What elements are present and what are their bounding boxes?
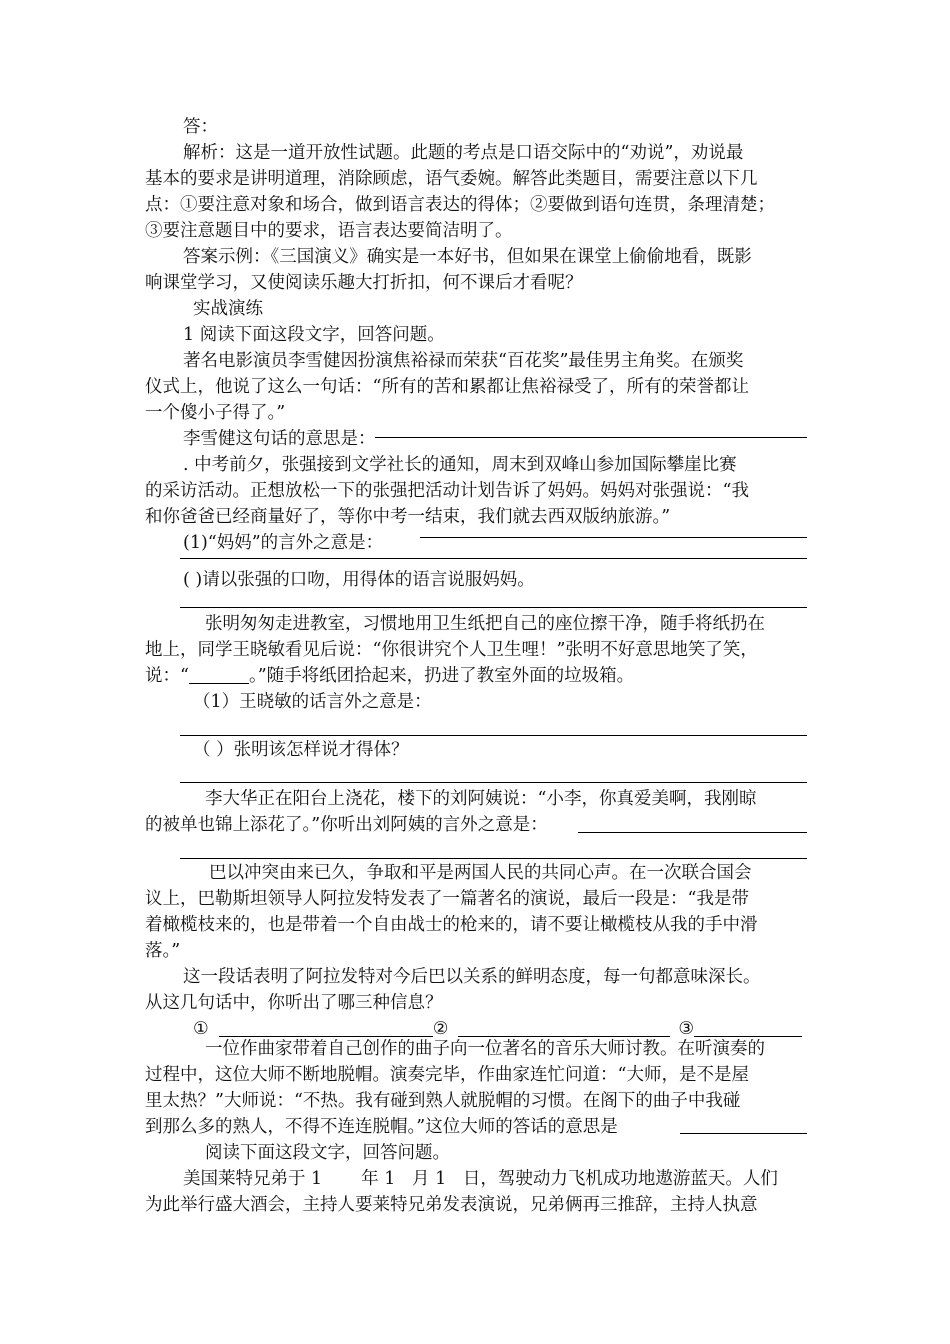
passage-1-line-2: 仪式上，他说了这么一句话：“所有的苦和累都让焦裕禄受了，所有的荣誉都让	[145, 377, 749, 397]
answer-blank-11[interactable]	[458, 1016, 670, 1037]
passage-7-line-2: 为此举行盛大酒会，主持人要莱特兄弟发表演说，兄弟俩再三推辞，主持人执意	[145, 1195, 758, 1215]
slot-1-marker: ①	[193, 1019, 209, 1039]
passage-3-line-2: 地上，同学王晓敏看见后说：“你很讲究个人卫生哩！”张明不好意思地笑了笑，	[145, 640, 758, 660]
question-2-1-stem: (1)“妈妈”的言外之意是：	[183, 533, 384, 553]
passage-5-line-4: 落。”	[145, 941, 181, 961]
passage-5-line-5: 这一段话表明了阿拉发特对今后巴以关系的鲜明态度，每一句都意味深长。	[183, 967, 761, 987]
passage-1-line-3: 一个傻小子得了。”	[145, 403, 286, 423]
answer-blank-5[interactable]	[189, 663, 249, 684]
answer-blank-8[interactable]	[578, 832, 807, 833]
answer-example-line-2: 响课堂学习，又使阅读乐趣大打折扣，何不课后才看呢？	[145, 273, 583, 293]
analysis-line-1: 解析：这是一道开放性试题。此题的考点是口语交际中的“劝说”，劝说最	[183, 143, 744, 163]
passage-3-line-1: 张明匆匆走进教室，习惯地用卫生纸把自己的座位擦干净，随手将纸扔在	[205, 614, 765, 634]
passage-2-line-2: 的采访活动。正想放松一下的张强把活动计划告诉了妈妈。妈妈对张强说：“我	[145, 481, 749, 501]
answer-example-line-1: 答案示例：《三国演义》确实是一本好书，但如果在课堂上偷偷地看，既影	[183, 247, 752, 267]
passage-5-line-2: 议上，巴勒斯坦领导人阿拉发特发表了一篇著名的演说，最后一段是：“我是带	[145, 889, 749, 909]
answer-blank-1[interactable]	[375, 437, 807, 438]
answer-blank-9[interactable]	[180, 858, 807, 859]
answer-blank-7[interactable]	[180, 782, 807, 783]
passage-6-line-2: 过程中，这位大师不断地脱帽。演奏完毕，作曲家连忙问道：“大师，是不是屋	[145, 1065, 749, 1085]
answer-blank-2[interactable]	[420, 537, 807, 538]
answer-blank-10[interactable]	[219, 1016, 433, 1037]
answer-blank-4[interactable]	[180, 607, 807, 608]
analysis-line-3: 点：①要注意对象和场合，做到语言表达的得体；②要做到语句连贯，条理清楚；	[145, 195, 775, 215]
analysis-line-4: ③要注意题目中的要求，语言表达要简洁明了。	[145, 221, 513, 241]
answer-blank-13[interactable]	[680, 1133, 807, 1134]
passage-6-line-1: 一位作曲家带着自己创作的曲子向一位著名的音乐大师讨教。在听演奏的	[205, 1039, 765, 1059]
passage-2-line-3: 和你爸爸已经商量好了，等你中考一结束，我们就去西双版纳旅游。”	[145, 507, 671, 527]
question-1-stem: 李雪健这句话的意思是：	[183, 429, 376, 449]
question-1-prompt: 1 阅读下面这段文字，回答问题。	[183, 325, 445, 345]
question-3-2-stem: （ ）张明该怎样说才得体？	[193, 740, 409, 760]
passage-4-line-2: 的被单也锦上添花了。”你听出刘阿姨的言外之意是：	[145, 815, 548, 835]
question-3-1-stem: （1）王晓敏的话言外之意是：	[193, 692, 432, 712]
passage-6-line-4: 到那么多的熟人，不得不连连脱帽。”这位大师的答话的意思是	[145, 1117, 618, 1137]
passage-6-line-3: 里太热？”大师说：“不热。我有碰到熟人就脱帽的习惯。在阁下的曲子中我碰	[145, 1091, 741, 1111]
answer-blank-12[interactable]	[694, 1016, 802, 1037]
question-2-2-stem: ( )请以张强的口吻，用得体的语言说服妈妈。	[183, 570, 535, 590]
answer-blank-3[interactable]	[180, 558, 807, 559]
practice-heading: 实战演练	[193, 299, 263, 319]
passage-7-line-1: 美国莱特兄弟于 1 年 1 月 1 日，驾驶动力飞机成功地遨游蓝天。人们	[183, 1169, 778, 1189]
slot-2-marker: ②	[432, 1019, 449, 1039]
answer-label: 答：	[183, 117, 218, 137]
passage-5-line-3: 着橄榄枝来的，也是带着一个自由战士的枪来的，请不要让橄榄枝从我的手中滑	[145, 915, 758, 935]
question-7-prompt: 阅读下面这段文字，回答问题。	[205, 1143, 450, 1163]
passage-3-quote-close: 。”随手将纸团拾起来，扔进了教室外面的垃圾箱。	[248, 666, 635, 686]
answer-blank-6[interactable]	[180, 735, 807, 736]
question-5-stem: 从这几句话中，你听出了哪三种信息？	[145, 993, 443, 1013]
passage-4-line-1: 李大华正在阳台上浇花，楼下的刘阿姨说：“小李，你真爱美啊，我刚晾	[205, 789, 757, 809]
passage-2-line-1: . 中考前夕，张强接到文学社长的通知，周末到双峰山参加国际攀崖比赛	[183, 455, 737, 475]
slot-3-marker: ③	[678, 1019, 695, 1039]
passage-1-line-1: 著名电影演员李雪健因扮演焦裕禄而荣获“百花奖”最佳男主角奖。在颁奖	[183, 351, 744, 371]
passage-3-line-3	[145, 663, 810, 689]
analysis-line-2: 基本的要求是讲明道理，消除顾虑，语气委婉。解答此类题目，需要注意以下几	[145, 169, 758, 189]
passage-3-quote-open: 说：“	[145, 666, 189, 686]
passage-5-line-1: 巴以冲突由来已久，争取和平是两国人民的共同心声。在一次联合国会	[209, 863, 752, 883]
